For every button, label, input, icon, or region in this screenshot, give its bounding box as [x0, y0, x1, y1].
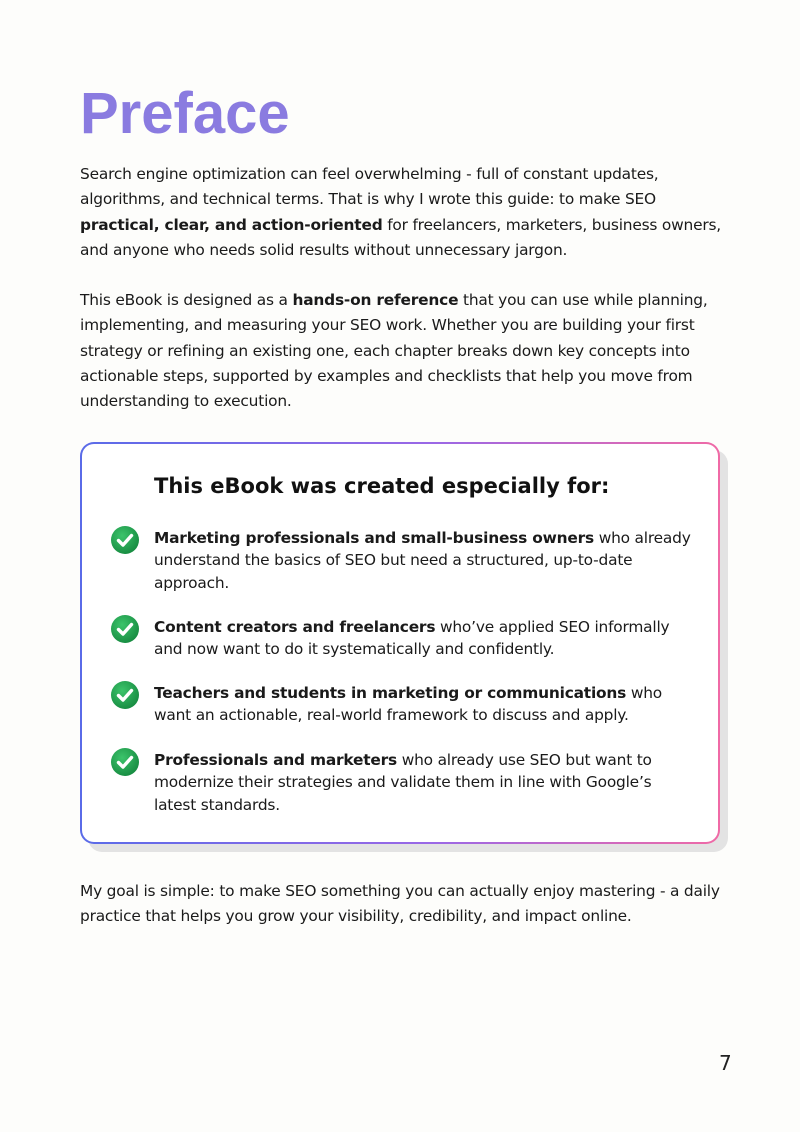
audience-item-emphasis: Marketing professionals and small-business owners — [154, 529, 595, 547]
intro-p2-emphasis: hands-on reference — [292, 291, 459, 309]
audience-item-emphasis: Content creators and freelancers — [154, 618, 436, 636]
intro-p1-text-a: Search engine optimization can feel overwhelming - full of constant updates, algorithms, and technical terms. That is why I wrote this guide: to make SEO — [80, 165, 659, 209]
intro-p2-text-a: This eBook is designed as a — [80, 291, 293, 309]
check-circle-icon — [110, 680, 140, 710]
intro-paragraph-1 — [80, 162, 730, 263]
check-circle-icon — [110, 747, 140, 777]
audience-callout-box — [80, 442, 720, 844]
closing-paragraph: My goal is simple: to make SEO something you can actually enjoy mastering - a daily practice that helps you grow your visibility, credibility, and impact online. — [80, 882, 720, 926]
audience-item-rest: who already understand the basics of SEO but need a structured, up-to-date approach. — [154, 529, 691, 592]
audience-item-text — [154, 682, 694, 727]
page-number: 7 — [719, 1051, 732, 1075]
page-title: Preface — [80, 81, 290, 146]
intro-p1-text-b: for freelancers, marketers, business owners, and anyone who needs solid results without unnecessary jargon. — [80, 215, 721, 259]
audience-item-emphasis: Teachers and students in marketing or communications — [154, 684, 627, 702]
audience-item-emphasis: Professionals and marketers — [154, 751, 398, 769]
check-circle-icon — [110, 525, 140, 555]
audience-item-rest: who already use SEO but want to modernize their strategies and validate them in line with Google’s latest standards. — [154, 751, 652, 814]
audience-item-text — [154, 616, 694, 661]
callout-heading: This eBook was created especially for: — [154, 474, 610, 498]
audience-item-rest: who want an actionable, real-world framework to discuss and apply. — [154, 684, 662, 725]
audience-item-text — [154, 749, 694, 816]
intro-p1-emphasis: practical, clear, and action-oriented — [80, 215, 383, 234]
audience-item-rest: who’ve applied SEO informally and now want to do it systematically and confidently. — [154, 618, 670, 659]
check-circle-icon — [110, 614, 140, 644]
intro-p2-text-b: that you can use while planning, implementing, and measuring your SEO work. Whether you are building your first strategy or refining an existing one, each chapter breaks down key concepts into actionable steps, supported by examples and checklists that help you move from understanding to execution. — [80, 291, 708, 411]
intro-paragraph-2 — [80, 288, 730, 414]
audience-item-text — [154, 527, 694, 594]
